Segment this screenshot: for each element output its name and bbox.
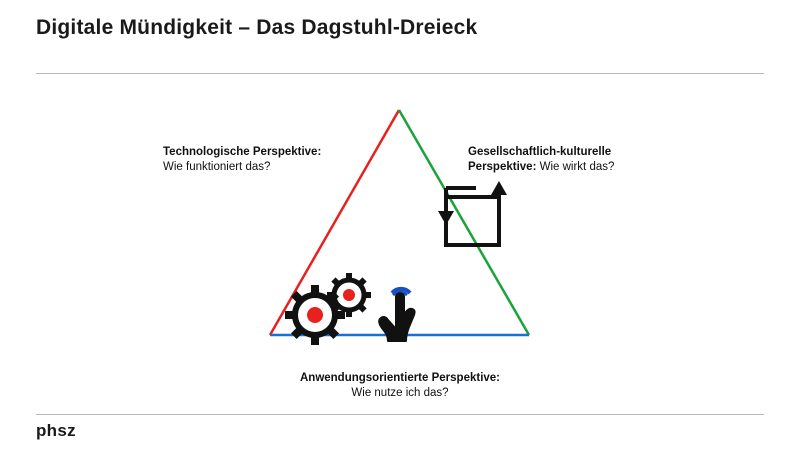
label-technological [163, 145, 363, 175]
label-application-heading: Anwendungsorientierte Perspektive: [299, 372, 501, 384]
footer-divider [36, 414, 764, 415]
dagstuhl-triangle-diagram [0, 85, 800, 405]
label-social-cultural-heading: Gesellschaftlich-kulturelle [468, 146, 612, 158]
label-social-cultural-question: Wie wirkt das? [539, 161, 615, 173]
triangle-right-edge [399, 110, 529, 335]
hand-pointer-icon [379, 289, 414, 341]
footer-logo: phsz [36, 421, 76, 440]
label-application [250, 371, 550, 401]
label-technological-question: Wie funktioniert das? [163, 161, 271, 173]
header-divider [36, 73, 764, 74]
label-application-question: Wie nutze ich das? [351, 387, 449, 399]
page-title: Digitale Mündigkeit – Das Dagstuhl-Dreieck [36, 16, 478, 39]
label-social-cultural [468, 145, 668, 175]
label-technological-heading: Technologische Perspektive: [163, 146, 322, 158]
label-social-cultural-heading-cont: Perspektive: [468, 161, 537, 173]
